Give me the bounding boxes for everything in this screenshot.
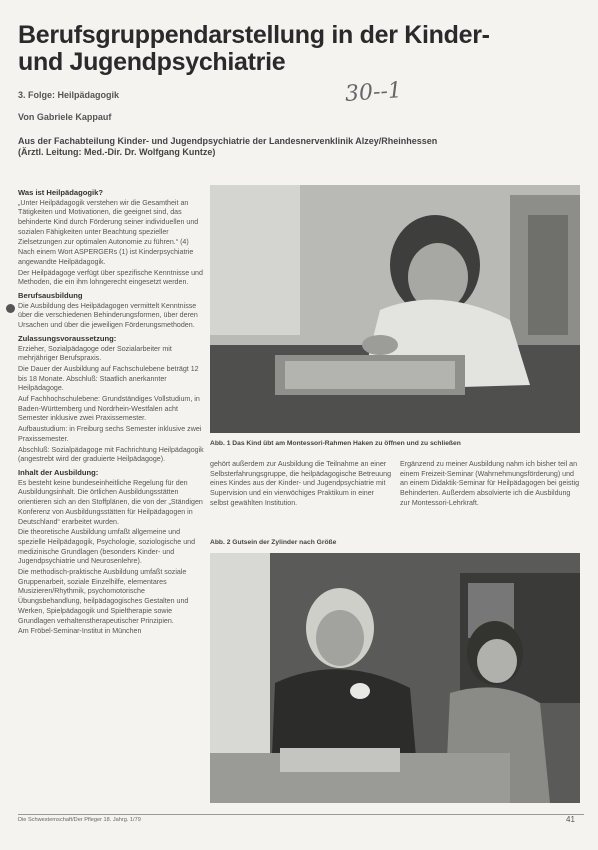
punch-hole [6, 304, 15, 313]
paragraph: „Unter Heilpädagogik verstehen wir die Gesamtheit an Tätigkeiten und Motivationen, die geeignet sind, das behinderte Kind durch Förderung seiner individuellen und sozialen Fähigkeiten unter Beachtung spezieller Zielsetzungen zur optimalen Autonomie zu führen.“ (4) [18, 198, 199, 246]
paragraph: Am Fröbel-Seminar-Institut in München [18, 627, 142, 636]
paragraph: Auf Fachhochschulebene: Grundständiges Vollstudium, in Baden-Württemberg und Nordrhein-Westfalen acht Semester inklusive zwei Praxissemester. [18, 395, 200, 423]
paragraph: Aufbaustudium: in Freiburg sechs Semester inklusive zwei Praxissemester. [18, 425, 202, 443]
paragraph: Nach einem Wort ASPERGERs (1) ist Kinderpsychiatrie angewandte Heilpädagogik. [18, 248, 194, 266]
section-heading-what-is: Was ist Heilpädagogik? [18, 188, 103, 197]
paragraph: Erzieher, Sozialpädagoge oder Sozialarbeiter mit mehrjähriger Berufspraxis. [18, 344, 172, 363]
page-number: 41 [566, 815, 575, 824]
left-column [18, 185, 206, 805]
paragraph: Die Dauer der Ausbildung auf Fachschulebene beträgt 12 bis 18 Monate. Abschluß: Staatlich anerkannter Heilpädagoge. [18, 364, 199, 393]
figure-caption-1: Abb. 1 Das Kind übt am Montessori-Rahmen Haken zu öffnen und zu schließen [210, 440, 461, 447]
footer-divider [18, 814, 584, 815]
paragraph: gehört außerdem zur Ausbildung die Teilnahme an einer Selbsterfahrungsgruppe, die heilpädagogische Betreuung eines Kindes aus der Kinder- und Jugendpsychiatrie mit Supervision und ein vierwöchiges Praktikum in einer selbst gewählten Institution. [210, 460, 392, 507]
section-heading-training: Berufsausbildung [18, 291, 83, 301]
right-column [400, 460, 582, 530]
footer-journal: Die Schwesternschaft/Der Pfleger 18. Jahrg. 1/79 [18, 817, 141, 823]
photo-1-illustration [210, 185, 580, 433]
paragraph: Es besteht keine bundeseinheitliche Regelung für den Ausbildungsinhalt. Die örtlichen Ausbildungsstätten orientieren sich an den Stoffplänen, die von der „Ständigen Konferenz von Ausbildungsstätten für Heilpädagogen in Deutschland“ erarbeitet wurden. [18, 478, 203, 526]
affiliation-line-2: (Ärztl. Leitung: Med.-Dir. Dr. Wolfgang Kuntze) [18, 147, 216, 157]
figure-caption-2: Abb. 2 Gutsein der Zylinder nach Größe [210, 539, 337, 546]
photo-therapist-with-child [210, 553, 580, 803]
article-title [18, 22, 498, 76]
title-line-2: und Jugendpsychiatrie [18, 48, 286, 76]
paragraph: Ergänzend zu meiner Ausbildung nahm ich bisher teil an einem Freizeit-Seminar (Wahrnehmungsförderung) und an einem Didaktik-Seminar für Heilpädagogen bei geistig Behinderten. Außerdem absolvierte ich die Ausbildung zur Montessori-Lehrkraft. [400, 460, 580, 507]
section-heading-content: Inhalt der Ausbildung: [18, 467, 99, 477]
paragraph: Die theoretische Ausbildung umfaßt allgemeine und spezielle Heilpädagogik, Psychologie, soziologische und medizinische Grundlagen (besonders Kinder- und Jugendpsychiatrie und Neurosenlehre). [18, 528, 196, 566]
author-line: Von Gabriele Kappauf [18, 112, 112, 122]
paragraph: Die methodisch-praktische Ausbildung umfaßt soziale Gruppenarbeit, soziale Einzelhilfe, elementares Musizieren/Rhythmik, psychomotorische Übungsbehandlung, heilpädagogisches Gestalten und Werken, Spielpädagogik und Spieltherapie sowie Grundlagen verhaltenstherapeutischer Prinzipien. [18, 568, 189, 625]
title-line-1: Berufsgruppendarstellung in der Kinder- [18, 21, 490, 49]
paragraph: Der Heilpädagoge verfügt über spezifische Kenntnisse und Methoden, die ein ihm lohngerecht eingesetzt werden. [18, 268, 203, 287]
handwritten-note: 30--1 [344, 78, 403, 107]
photo-child-montessori-frame [210, 185, 580, 433]
paragraph: Die Ausbildung des Heilpädagogen vermittelt Kenntnisse über die verschiedenen Behinderungsformen, über deren Ursachen und über die jeweiligen Förderungsmethoden. [18, 301, 198, 330]
photo-2-illustration [210, 553, 580, 803]
middle-column [210, 460, 394, 530]
section-heading-admission: Zulassungsvoraussetzung: [18, 333, 117, 343]
series-label: 3. Folge: Heilpädagogik [18, 90, 120, 100]
paragraph: Abschluß: Sozialpädagoge mit Fachrichtung Heilpädagogik (angestrebt wird der graduierte Heilpädagoge). [18, 445, 204, 464]
affiliation-line-1: Aus der Fachabteilung Kinder- und Jugendpsychiatrie der Landesnervenklinik Alzey/Rheinhessen [18, 136, 438, 146]
